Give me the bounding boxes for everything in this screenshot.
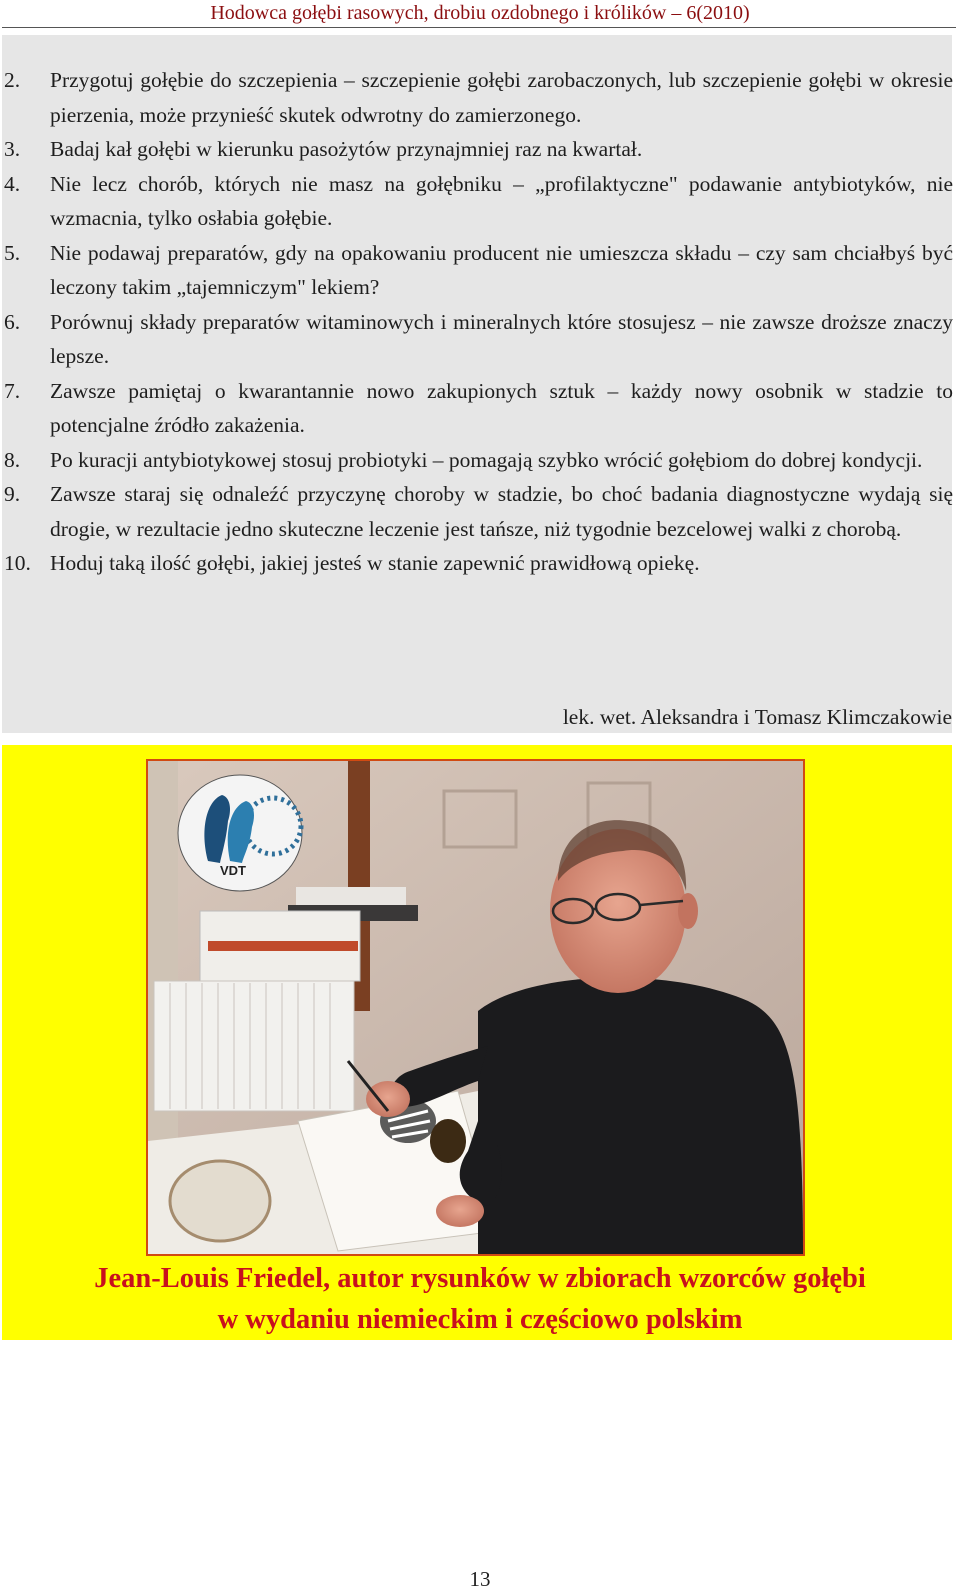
photo-caption bbox=[0, 1258, 960, 1340]
author-signature: lek. wet. Aleksandra i Tomasz Klimczakowie bbox=[562, 705, 952, 729]
artist-photo bbox=[146, 759, 805, 1256]
header-rule bbox=[2, 27, 956, 28]
list-item: 4. Nie lecz chorób, których nie masz na gołębniku – „profilaktyczne" podawanie antybiotyków, nie wzmacnia, tylko osłabia gołębie. bbox=[4, 171, 953, 230]
running-header bbox=[0, 0, 960, 28]
photo-illustration bbox=[148, 761, 803, 1254]
page-number: 13 bbox=[469, 1567, 491, 1591]
list-item: 9. Zawsze staraj się odnaleźć przyczynę choroby w stadzie, bo choć badania diagnostyczne wydają się drogie, w rezultacie jedno skuteczne leczenie jest tańsze, niż tygodnie bezcelowej walki z chorobą. bbox=[4, 482, 953, 541]
list-item: 3. Badaj kał gołębi w kierunku pasożytów przynajmniej raz na kwartał. bbox=[4, 137, 643, 161]
caption-line-2: w wydaniu niemieckim i częściowo polskim bbox=[217, 1304, 743, 1335]
caption-line-1: Jean-Louis Friedel, autor rysunków w zbiorach wzorców gołębi bbox=[94, 1263, 866, 1294]
list-item: 2. Przygotuj gołębie do szczepienia – szczepienie gołębi zarobaczonych, lub szczepienie gołębi w okresie pierzenia, może przynieść skutek odwrotny do zamierzonego. bbox=[4, 68, 953, 127]
advice-list bbox=[0, 63, 953, 581]
list-item: 5. Nie podawaj preparatów, gdy na opakowaniu producent nie umieszcza składu – czy sam chciałbyś być leczony takim „tajemniczym" lekiem? bbox=[4, 240, 953, 299]
journal-title: Hodowca gołębi rasowych, drobiu ozdobnego i królików – 6(2010) bbox=[210, 2, 750, 24]
list-item: 7. Zawsze pamiętaj o kwarantannie nowo zakupionych sztuk – każdy nowy osobnik w stadzie to potencjalne źródło zakażenia. bbox=[4, 378, 953, 437]
list-item: 10. Hoduj taką ilość gołębi, jakiej jesteś w stanie zapewnić prawidłową opiekę. bbox=[4, 551, 700, 575]
list-item: 8. Po kuracji antybiotykowej stosuj probiotyki – pomagają szybko wrócić gołębiom do dobrej kondycji. bbox=[4, 447, 923, 472]
list-item: 6. Porównuj składy preparatów witaminowych i mineralnych które stosujesz – nie zawsze droższe znaczy lepsze. bbox=[4, 309, 953, 368]
vdt-logo bbox=[178, 775, 302, 891]
svg-text:VDT: VDT bbox=[220, 863, 246, 878]
